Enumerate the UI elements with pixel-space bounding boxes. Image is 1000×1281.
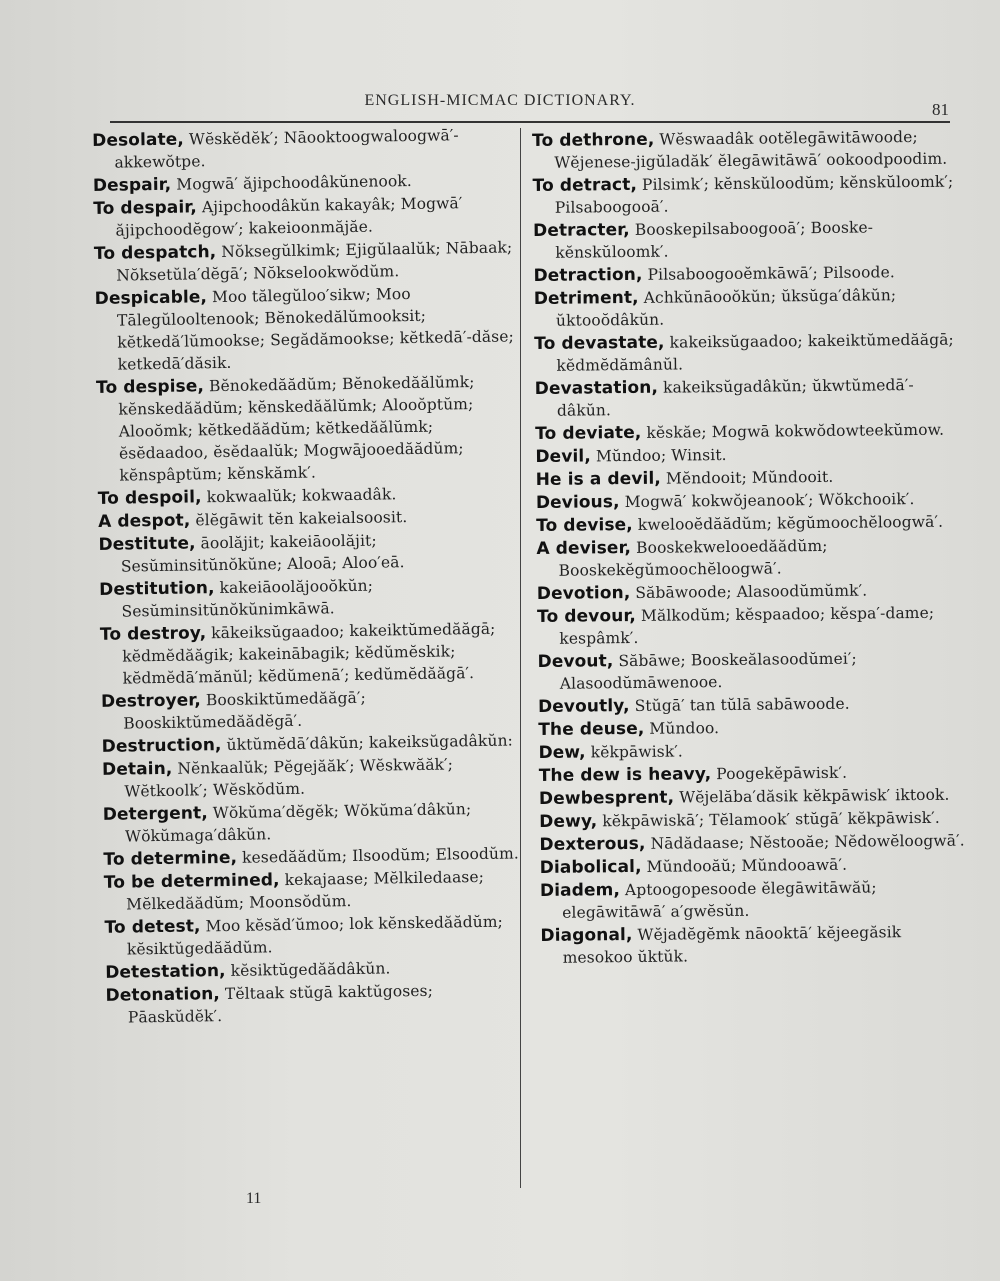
entry-definition: Moo kĕsăd′ŭmoo; lok kĕnskedăădŭm; kĕsiktŭgedăădŭm. — [126, 912, 504, 959]
entry-definition: Săbāwe; Booskeălasoodŭmei′; Alasoodŭmāwenooe. — [559, 649, 857, 693]
entry-definition: Mŭndoo. — [649, 719, 720, 738]
entry-definition: Booskiktŭmedăăgā′; Booskiktŭmedăădĕgā′. — [123, 688, 366, 733]
entry-definition: Achkŭnāooŏkŭn; ŭksŭga′dâkŭn; ŭktooŏdâkŭn. — [555, 286, 897, 330]
entry-headword: To devour, — [536, 605, 637, 627]
entry-definition: Mogwā′ ăjipchoodâkŭnenook. — [176, 171, 412, 194]
dictionary-entry — [540, 852, 970, 879]
entry-definition: kĕsiktŭgedăădâkŭn. — [230, 959, 391, 980]
entry-definition: kokwaalŭk; kokwaadâk. — [206, 485, 397, 507]
entry-headword: Devoutly, — [537, 696, 630, 717]
entry-headword: Diadem, — [539, 880, 621, 901]
entry-definition: Wĕskĕdĕk′; Nāooktoogwaloogwā′-akkewŏtpe. — [114, 126, 459, 172]
entry-definition: Aptoogopesoode ĕlegāwitāwăŭ; elegāwitāwā′ a′gwĕsŭn. — [562, 878, 877, 922]
dictionary-entry — [538, 691, 968, 718]
dictionary-entry — [102, 752, 525, 803]
entry-definition: Ajipchoodâkŭn kakayâk; Mogwā′ ăjipchoodĕgow′; kakeioonmăjăe. — [115, 194, 463, 240]
right-column — [532, 125, 971, 969]
dictionary-entry — [532, 170, 962, 219]
dictionary-entry — [533, 260, 963, 287]
entry-headword: Diagonal, — [540, 924, 633, 946]
entry-definition: Săbāwoode; Alasoodŭmŭmk′. — [635, 581, 868, 602]
entry-definition: ŭktŭmĕdā′dâkŭn; kakeiksŭgadâkŭn: — [226, 731, 514, 754]
dictionary-entry — [100, 617, 523, 690]
entry-definition: Booskekwelooedăădŭm; Booskekĕgŭmoochĕloogwā′. — [558, 536, 828, 580]
dictionary-entry — [99, 572, 522, 623]
entry-headword: To be determined, — [103, 870, 280, 893]
dictionary-entry — [104, 910, 527, 961]
entry-definition: Nĕnkaalŭk; Pĕgejăăk′; Wĕskwăăk′; Wĕtkoolk′; Wĕskŏdŭm. — [124, 755, 454, 801]
dictionary-entry — [98, 527, 521, 578]
dictionary-entry — [93, 191, 516, 242]
dictionary-entry — [535, 373, 965, 422]
entry-definition: Mŭndooăŭ; Mŭndooawā′. — [646, 855, 848, 876]
entry-headword: Detestation, — [105, 961, 226, 983]
entry-headword: To determine, — [103, 847, 238, 870]
entry-headword: A despot, — [98, 510, 191, 532]
entry-headword: Devious, — [535, 492, 620, 513]
entry-definition: ĕlĕgāwit tĕn kakeialsoosit. — [195, 508, 408, 530]
entry-definition: Wĕswaadâk ootĕlegāwitāwoode; Wĕjenese-jigŭladăk′ ĕlegāwitāwā′ ookoodpoodim. — [554, 127, 948, 172]
entry-headword: Destitution, — [99, 578, 215, 600]
entry-definition: kĕkpāwisk′. — [590, 742, 684, 762]
entry-definition: kesedăădŭm; Ilsoodŭm; Elsoodŭm. — [241, 844, 520, 867]
dictionary-entry — [536, 487, 966, 514]
entry-headword: Detriment, — [533, 287, 639, 309]
dictionary-entry — [535, 418, 965, 445]
entry-definition: kĕkpāwiskā′; Tĕlamook′ stŭgā′ kĕkpāwisk′. — [602, 808, 940, 831]
dictionary-entry — [105, 978, 528, 1029]
entry-headword: Detraction, — [533, 264, 643, 286]
entry-headword: Desolate, — [92, 129, 185, 151]
entry-headword: To deviate, — [535, 422, 642, 444]
entry-definition: Poogekĕpāwisk′. — [716, 763, 848, 784]
entry-headword: Devastation, — [534, 377, 659, 399]
dictionary-entry — [537, 646, 967, 695]
dictionary-entry — [539, 760, 969, 787]
entry-headword: To despise, — [95, 376, 205, 398]
entry-headword: The deuse, — [538, 718, 645, 740]
entry-definition: kakeiāoolăjooŏkŭn; Sesŭminsitŭnŏkŭnimkāwā. — [121, 576, 374, 621]
entry-headword: To despatch, — [93, 242, 217, 264]
dictionary-entry — [101, 684, 524, 735]
entry-definition: Booskepilsaboogooā′; Booske-kĕnskŭloomk′. — [555, 218, 874, 262]
entry-definition: kākeiksŭgaadoo; kakeiktŭmedăăgā; kĕdmĕdăăgik; kakeinābagik; kĕdŭmĕskik; kĕdmĕdā′mănŭl; kĕdŭmenā′; kedŭmĕdăăgā′. — [122, 619, 496, 688]
dictionary-entry — [534, 328, 964, 377]
dictionary-entry — [540, 875, 970, 924]
entry-headword: Destruction, — [101, 735, 222, 757]
entry-definition: kekajaase; Mĕlkiledaase; Mĕlkedăădŭm; Moonsŏdŭm. — [126, 867, 485, 914]
entry-headword: To despair, — [93, 197, 198, 219]
dictionary-entry — [537, 601, 967, 650]
dictionary-entry — [94, 236, 517, 287]
dictionary-entry — [535, 441, 965, 468]
entry-headword: To despoil, — [97, 487, 202, 509]
entry-definition: Bĕnokedăădŭm; Bĕnokedăălŭmk; kĕnskedăădŭm; kĕnskedăălŭmk; Alooŏptŭm; Alooŏmk; kĕtkedăădŭm; kĕtkedăălŭmk; ĕsĕdaadoo, ĕsĕdaalŭk; Mogwājooedăădŭm; kĕnspâptŭm; kĕnskămk′. — [118, 373, 475, 485]
entry-headword: Detain, — [101, 758, 173, 780]
page-number: 81 — [932, 100, 949, 119]
entry-headword: Devout, — [537, 651, 614, 672]
entry-definition: kakeiksŭgaadoo; kakeiktŭmedăăgā; kĕdmĕdămânŭl. — [556, 330, 954, 375]
entry-definition: Pilsimk′; kĕnskŭloodŭm; kĕnskŭloomk′; Pilsaboogooā′. — [554, 172, 954, 217]
entry-headword: Detracter, — [532, 219, 630, 241]
entry-definition: Mĕndooit; Mŭndooit. — [665, 467, 834, 488]
entry-definition: Mŭndoo; Winsit. — [595, 445, 727, 466]
entry-headword: Dew, — [538, 742, 586, 763]
dictionary-entry — [532, 125, 962, 174]
entry-headword: Despicable, — [94, 287, 208, 309]
entry-headword: To detract, — [532, 174, 638, 196]
dictionary-entry — [533, 215, 963, 264]
entry-definition: Moo tălegŭloo′sikw; Moo Tālegŭlooltenook; Bĕnokedălŭmooksit; kĕtkedă′lŭmookse; Segădămookse; kĕtkedā′-dăse; ketkedā′dăsik. — [116, 285, 514, 374]
entry-definition: Nādădaase; Nĕstooăe; Nĕdowĕloogwā′. — [650, 831, 965, 853]
entry-definition: āoolăjit; kakeiāoolăjit; Sesŭminsitŭnŏkŭne; Alooā; Aloo′eā. — [120, 531, 405, 576]
entry-headword: To devastate, — [534, 332, 665, 354]
dictionary-entry — [96, 370, 520, 487]
entry-headword: The dew is heavy, — [538, 764, 712, 786]
entry-headword: Destitute, — [98, 533, 196, 555]
entry-headword: To detest, — [104, 916, 201, 938]
dictionary-entry — [104, 865, 527, 916]
dictionary-entry — [540, 920, 970, 969]
signature-mark: 11 — [246, 1190, 262, 1207]
entry-headword: To destroy, — [99, 623, 207, 645]
dictionary-entry — [94, 281, 517, 376]
dictionary-entry — [536, 464, 966, 491]
entry-headword: A deviser, — [536, 537, 632, 559]
entry-headword: Detonation, — [105, 984, 221, 1006]
entry-definition: Tĕltaak stŭgā kaktŭgoses; Pāaskŭdĕk′. — [127, 981, 434, 1027]
dictionary-entry — [537, 578, 967, 605]
entry-definition: Wĕjelăba′dăsik kĕkpāwisk′ iktook. — [679, 785, 950, 807]
entry-definition: Mălkodŭm; kĕspaadoo; kĕspa′-dame; kespâmk′. — [559, 603, 935, 648]
dictionary-entry — [539, 783, 969, 810]
entry-definition: Wŏkŭma′dĕgĕk; Wŏkŭma′dâkŭn; Wŏkŭmaga′dâkŭn. — [124, 800, 472, 846]
entry-definition: kakeiksŭgadâkŭn; ŭkwtŭmedā′-dâkŭn. — [556, 376, 914, 420]
entry-definition: kĕskăe; Mogwā kokwŏdowteekŭmow. — [646, 420, 945, 442]
dictionary-entry — [539, 806, 969, 833]
entry-definition: kwelooĕdăădŭm; kĕgŭmoochĕloogwā′. — [637, 512, 944, 534]
dictionary-entry — [536, 510, 966, 537]
entry-definition: Pilsaboogooĕmkāwā′; Pilsoode. — [647, 263, 895, 284]
header-rule — [110, 121, 950, 123]
entry-headword: Devotion, — [536, 582, 631, 604]
entry-headword: Devil, — [535, 446, 591, 467]
dictionary-entry — [536, 533, 966, 582]
entry-headword: To dethrone, — [532, 129, 655, 151]
entry-headword: To devise, — [536, 514, 633, 536]
entry-headword: Dewbesprent, — [538, 787, 675, 809]
entry-definition: Mogwā′ kokwŏjeanook′; Wŏkchooik′. — [624, 490, 915, 512]
entry-headword: Detergent, — [102, 803, 208, 825]
entry-headword: Diabolical, — [539, 856, 642, 878]
entry-headword: Despair, — [92, 174, 172, 196]
entry-headword: He is a devil, — [535, 468, 661, 490]
left-column — [92, 123, 528, 1030]
dictionary-entry — [92, 123, 515, 174]
dictionary-entry — [538, 714, 968, 741]
dictionary-entry — [534, 283, 964, 332]
dictionary-entry — [103, 797, 526, 848]
entry-definition: Stŭgā′ tan tŭlā sabāwoode. — [634, 694, 850, 715]
entry-definition: Nŏksegŭlkimk; Ejigŭlaalŭk; Nābaak; Nŏksetŭla′dĕgā′; Nŏkselookwŏdŭm. — [116, 238, 513, 285]
entry-headword: Dewy, — [539, 811, 598, 832]
dictionary-entry — [538, 737, 968, 764]
entry-definition: Wĕjadĕgĕmk nāooktā′ kĕjeegăsik mesokoo ŭktŭk. — [562, 923, 902, 967]
entry-headword: Destroyer, — [100, 690, 202, 712]
entry-headword: Dexterous, — [539, 833, 646, 855]
dictionary-entry — [539, 829, 969, 856]
running-header: ENGLISH-MICMAC DICTIONARY. — [364, 92, 636, 109]
